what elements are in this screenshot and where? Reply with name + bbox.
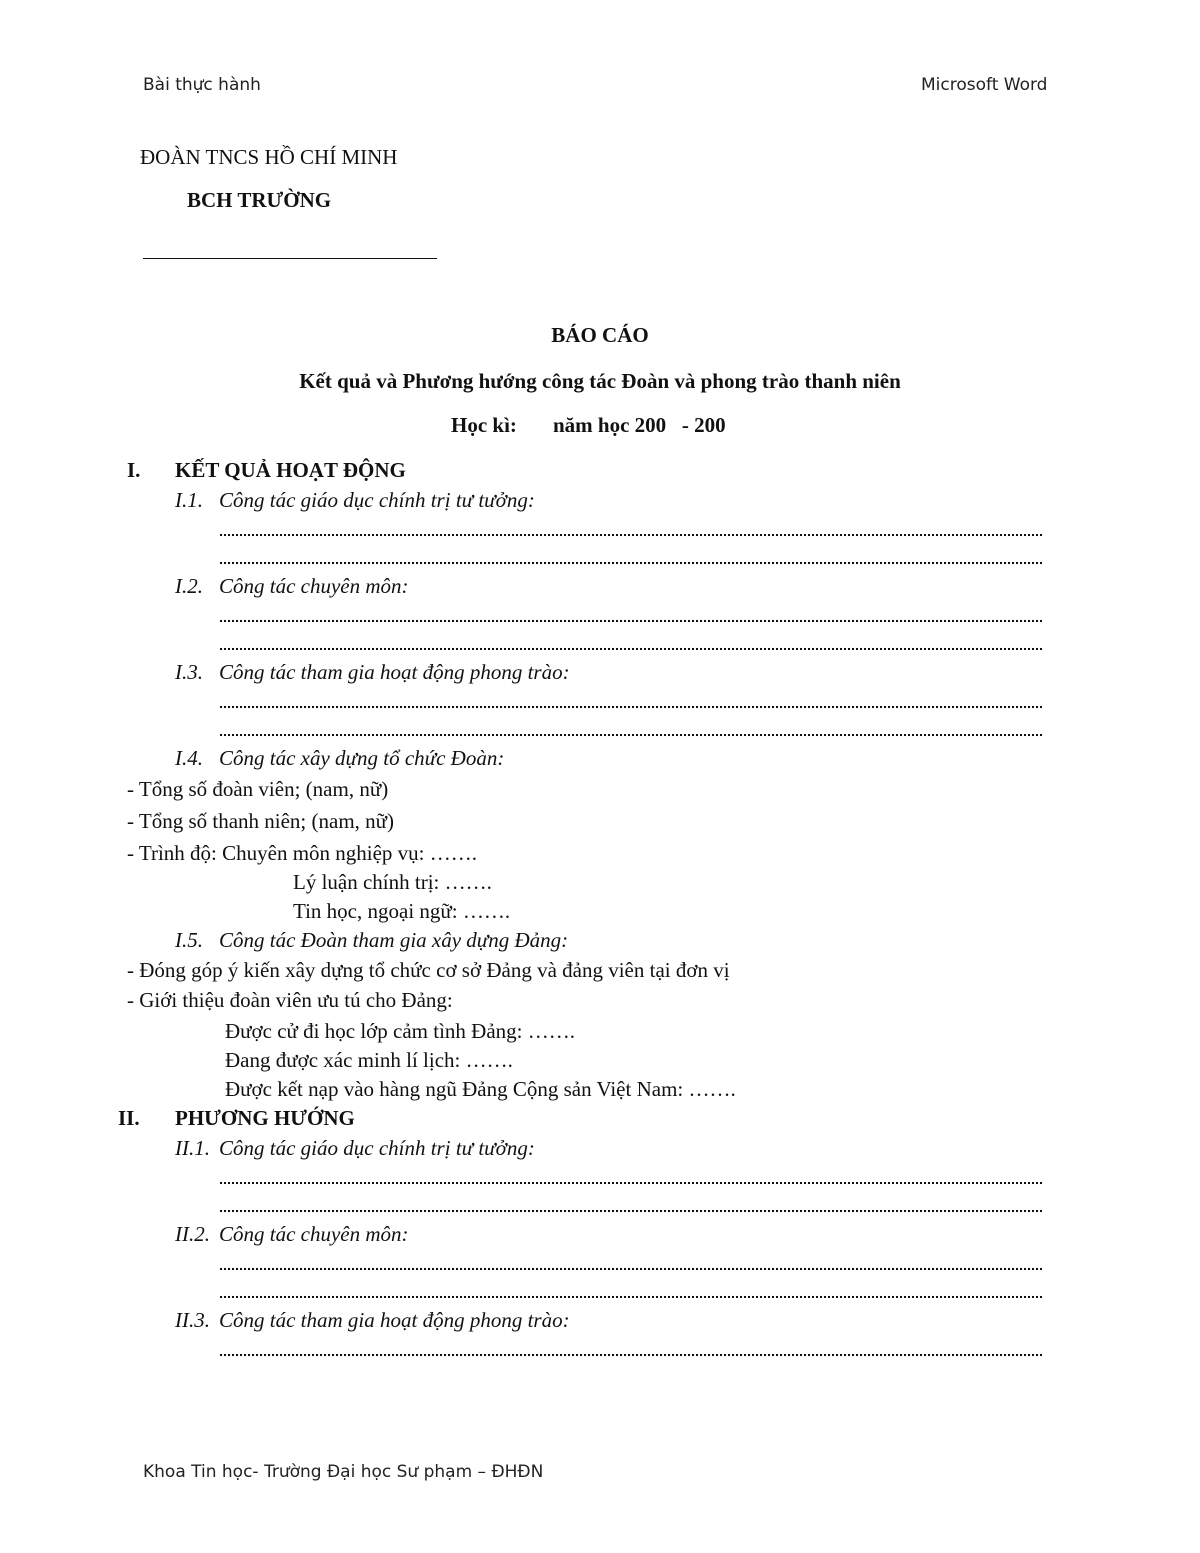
item-politics: Lý luận chính trị: ……. — [293, 870, 492, 894]
section2-number: II. — [118, 1106, 140, 1130]
section2-3-heading: Công tác tham gia hoạt động phong trào: — [219, 1308, 570, 1332]
section1-3-heading: Công tác tham gia hoạt động phong trào: — [219, 660, 570, 684]
section2-3-number: II.3. — [175, 1308, 210, 1332]
item-contribution: - Đóng góp ý kiến xây dựng tổ chức cơ sở Đảng và đảng viên tại đơn vị — [127, 958, 730, 982]
org-unit: BCH TRƯỜNG — [187, 188, 332, 212]
item-members: - Tổng số đoàn viên; (nam, nữ) — [127, 777, 389, 801]
section2-1-number: II.1. — [175, 1136, 210, 1160]
section1-5-number: I.5. — [175, 928, 203, 952]
org-name: ĐOÀN TNCS HỒ CHÍ MINH — [140, 145, 398, 169]
page-header-left: Bài thực hành — [143, 75, 261, 95]
item-youth: - Tổng số thanh niên; (nam, nữ) — [127, 809, 395, 833]
item-admitted: Được kết nạp vào hàng ngũ Đảng Cộng sản Việt Nam: ……. — [225, 1077, 736, 1101]
dotted-fill-line — [219, 1295, 1043, 1299]
section2-2-number: II.2. — [175, 1222, 210, 1246]
section2-title: PHƯƠNG HƯỚNG — [175, 1106, 355, 1130]
section1-5-heading: Công tác Đoàn tham gia xây dựng Đảng: — [219, 928, 569, 952]
org-underline — [143, 258, 437, 259]
page-footer: Khoa Tin học- Trường Đại học Sư phạm – ĐHĐN — [143, 1462, 544, 1482]
item-it: Tin học, ngoại ngữ: ……. — [293, 899, 511, 923]
item-introduction: - Giới thiệu đoàn viên ưu tú cho Đảng: — [127, 988, 453, 1012]
dotted-fill-line — [219, 619, 1043, 623]
section1-1-heading: Công tác giáo dục chính trị tư tưởng: — [219, 488, 535, 512]
dotted-fill-line — [219, 1267, 1043, 1271]
dotted-fill-line — [219, 1181, 1043, 1185]
dotted-fill-line — [219, 1209, 1043, 1213]
page-header-right: Microsoft Word — [921, 75, 1048, 95]
section1-2-number: I.2. — [175, 574, 203, 598]
dotted-fill-line — [219, 533, 1043, 537]
section1-3-number: I.3. — [175, 660, 203, 684]
dotted-fill-line — [219, 1353, 1043, 1357]
term-year: năm học 200 - 200 — [553, 413, 726, 437]
dotted-fill-line — [219, 647, 1043, 651]
section1-4-number: I.4. — [175, 746, 203, 770]
section1-number: I. — [127, 458, 141, 482]
section1-2-heading: Công tác chuyên môn: — [219, 574, 409, 598]
section1-1-number: I.1. — [175, 488, 203, 512]
section2-2-heading: Công tác chuyên môn: — [219, 1222, 409, 1246]
dotted-fill-line — [219, 561, 1043, 565]
dotted-fill-line — [219, 705, 1043, 709]
section2-1-heading: Công tác giáo dục chính trị tư tưởng: — [219, 1136, 535, 1160]
section1-4-heading: Công tác xây dựng tổ chức Đoàn: — [219, 746, 505, 770]
report-subtitle: Kết quả và Phương hướng công tác Đoàn và phong trào thanh niên — [299, 369, 901, 393]
item-verifying: Đang được xác minh lí lịch: ……. — [225, 1048, 513, 1072]
term-label: Học kì: — [451, 413, 517, 437]
item-sent-to-class: Được cử đi học lớp cảm tình Đảng: ……. — [225, 1019, 575, 1043]
section1-title: KẾT QUẢ HOẠT ĐỘNG — [175, 458, 406, 482]
item-level: - Trình độ: Chuyên môn nghiệp vụ: ……. — [127, 841, 478, 865]
report-title: BÁO CÁO — [551, 323, 649, 347]
dotted-fill-line — [219, 733, 1043, 737]
